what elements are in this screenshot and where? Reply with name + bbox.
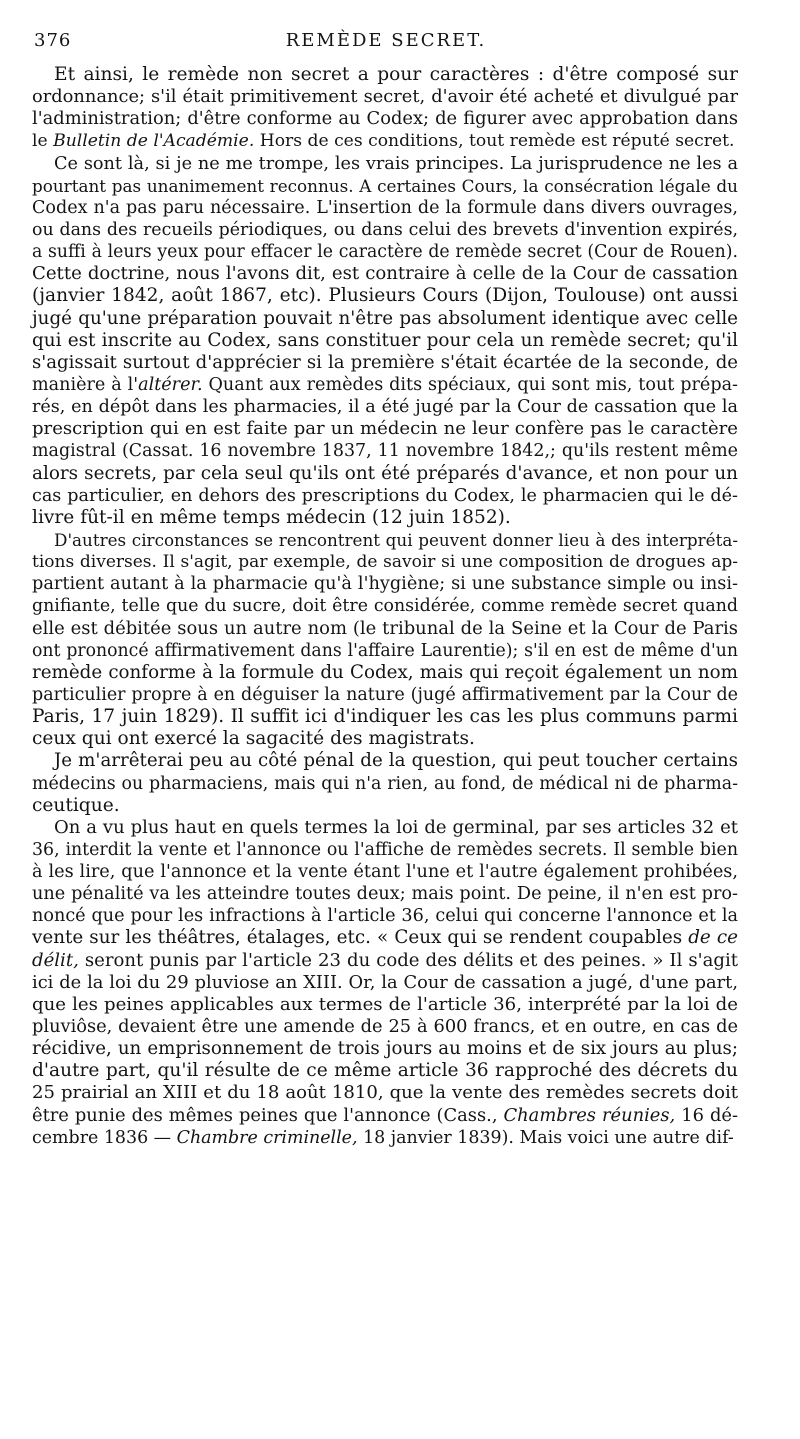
text-line xyxy=(32,64,738,86)
text-segment: Codex n'a pas paru nécessaire. L'insertion de la formule dans divers ouvrages, xyxy=(32,197,738,218)
text-segment: ceutique. xyxy=(32,794,120,816)
text-segment: 25 prairial an XIII et du 18 août 1810, que la vente des remèdes secrets doit xyxy=(32,1082,738,1104)
text-line xyxy=(32,485,738,507)
text-line xyxy=(32,175,738,197)
text-line xyxy=(32,507,738,529)
text-line xyxy=(32,1105,738,1127)
text-segment: cas particulier, en dehors des prescriptions du Codex, le pharmacien qui le dé- xyxy=(32,485,738,506)
italic-segment: de ce xyxy=(688,927,738,949)
text-line xyxy=(32,197,738,219)
text-segment: le xyxy=(32,131,54,152)
text-line xyxy=(32,374,738,396)
text-line xyxy=(32,219,738,241)
italic-segment: Chambre criminelle, xyxy=(176,1127,358,1148)
text-segment: 18 janvier 1839). Mais voici une autre dif- xyxy=(357,1127,734,1148)
text-segment: pourtant pas unanimement reconnus. A certaines Cours, la consécration légale du xyxy=(32,175,738,196)
text-segment: que les peines applicables aux termes de l'article 36, interprété par la loi de xyxy=(32,993,738,1015)
text-line xyxy=(32,308,738,330)
text-line xyxy=(32,795,738,817)
italic-segment: altérer. xyxy=(138,374,203,395)
text-segment: d'autre part, qu'il résulte de ce même article 36 rapproché des décrets du xyxy=(32,1060,738,1082)
text-segment: Quant aux remèdes dits spéciaux, qui sont mis, tout prépa- xyxy=(202,374,738,395)
text-segment: elle est débitée sous un autre nom (le tribunal de la Seine et la Cour de Paris xyxy=(32,617,738,639)
text-segment: être punie des mêmes peines que l'annonce (Cass., xyxy=(32,1104,504,1126)
text-line xyxy=(32,418,738,440)
text-segment: partient autant à la pharmacie qu'à l'hygiène; si une substance simple ou insi- xyxy=(32,574,738,595)
text-line xyxy=(32,817,738,839)
text-segment: (janvier 1842, août 1867, etc). Plusieurs Cours (Dijon, Toulouse) ont aussi xyxy=(32,285,738,307)
text-line xyxy=(32,706,738,728)
text-segment: livre fût-il en même temps médecin (12 juin 1852). xyxy=(32,506,511,528)
text-segment: particulier propre à en déguiser la nature (jugé affirmativement par la Cour de xyxy=(32,684,738,705)
text-line xyxy=(32,618,738,640)
text-line xyxy=(32,1060,738,1082)
text-line xyxy=(32,1082,738,1104)
text-line xyxy=(32,440,738,462)
text-line xyxy=(32,905,738,927)
text-segment: ici de la loi du 29 pluviose an XIII. Or, la Cour de cassation a jugé, d'une part, xyxy=(32,971,738,993)
text-line xyxy=(32,396,738,418)
text-line xyxy=(32,927,738,949)
text-line xyxy=(32,1127,738,1149)
text-line xyxy=(32,728,738,750)
page-number: 376 xyxy=(34,30,72,51)
text-segment: jugé qu'une préparation pouvait n'être pas absolument identique avec celle xyxy=(32,307,738,329)
text-segment: une pénalité va les atteindre toutes deux; mais point. De peine, il n'en est pro- xyxy=(32,884,738,905)
text-segment: ordonnance; s'il était primitivement secret, d'avoir été acheté et divulgué par xyxy=(32,86,738,108)
text-segment: médecins ou pharmaciens, mais qui n'a rien, au fond, de médical ni de pharma- xyxy=(32,773,738,794)
text-segment: qui est inscrite au Codex, sans constituer pour cela un remède secret; qu'il xyxy=(32,329,738,351)
italic-segment: Chambres réunies, xyxy=(503,1104,676,1126)
text-line xyxy=(32,352,738,374)
text-segment: manière à l' xyxy=(32,374,139,395)
text-line xyxy=(32,130,738,152)
text-line xyxy=(32,529,738,551)
italic-segment: délit, xyxy=(32,949,79,971)
text-line xyxy=(32,972,738,994)
text-line xyxy=(32,861,738,883)
text-line xyxy=(32,1016,738,1038)
text-line xyxy=(32,263,738,285)
text-line xyxy=(32,1038,738,1060)
text-segment: seront punis par l'article 23 du code des délits et des peines. » Il s'agit xyxy=(78,949,738,971)
paragraph xyxy=(32,750,738,816)
text-segment: Je m'arrêterai peu au côté pénal de la question, qui peut toucher certains xyxy=(54,750,738,772)
paragraph xyxy=(32,529,738,750)
text-segment: s'agissait surtout d'apprécier si la première s'était écartée de la seconde, de xyxy=(32,351,738,373)
text-segment: 16 dé- xyxy=(675,1104,738,1126)
text-segment: à les lire, que l'annonce et la vente étant l'une et l'autre également prohibées, xyxy=(32,862,738,883)
text-line xyxy=(32,285,738,307)
text-line xyxy=(32,108,738,130)
text-line xyxy=(32,684,738,706)
text-segment: tions diverses. Il s'agit, par exemple, de savoir si une composition de drogues ap- xyxy=(32,552,738,573)
text-line xyxy=(32,551,738,573)
text-segment: Hors de ces conditions, tout remède est réputé secret. xyxy=(254,131,735,152)
text-line xyxy=(32,750,738,772)
text-segment: noncé que pour les infractions à l'article 36, celui qui concerne l'annonce et la xyxy=(32,906,738,927)
text-segment: a suffi à leurs yeux pour effacer le caractère de remède secret (Cour de Rouen). xyxy=(32,242,738,263)
text-segment: pluviôse, devaient être une amende de 25 à 600 francs, et en outre, en cas de xyxy=(32,1016,738,1038)
text-line xyxy=(32,595,738,617)
text-line xyxy=(32,573,738,595)
text-segment: D'autres circonstances se rencontrent qui peuvent donner lieu à des interpréta- xyxy=(54,529,738,550)
text-segment: Cette doctrine, nous l'avons dit, est contraire à celle de la Cour de cassation xyxy=(32,263,738,285)
text-segment: Ce sont là, si je ne me trompe, les vrais principes. La jurisprudence ne les a xyxy=(54,153,738,174)
text-line xyxy=(32,153,738,175)
italic-segment: Bulletin de l'Académie. xyxy=(53,131,255,152)
paragraph xyxy=(32,64,738,153)
text-segment: alors secrets, par cela seul qu'ils ont été préparés d'avance, et non pour un xyxy=(32,462,738,484)
text-segment: Paris, 17 juin 1829). Il suffit ici d'indiquer les cas les plus communs parmi xyxy=(32,706,738,728)
running-title: REMÈDE SECRET. xyxy=(285,30,487,51)
text-line xyxy=(32,241,738,263)
text-line xyxy=(32,883,738,905)
text-segment: rés, en dépôt dans les pharmacies, il a été jugé par la Cour de cassation que la xyxy=(32,397,738,418)
text-segment: On a vu plus haut en quels termes la loi de germinal, par ses articles 32 et xyxy=(54,816,738,838)
text-line xyxy=(32,662,738,684)
text-segment: ceux qui ont exercé la sagacité des magistrats. xyxy=(32,728,475,750)
text-segment: gnifiante, telle que du sucre, doit être considérée, comme remède secret quand xyxy=(32,596,738,617)
text-line xyxy=(32,839,738,861)
text-line xyxy=(32,86,738,108)
text-segment: prescription qui en est faite par un médecin ne leur confère pas le caractère xyxy=(32,418,738,440)
text-line xyxy=(32,773,738,795)
text-segment: 36, interdit la vente et l'annonce ou l'affiche de remèdes secrets. Il semble bien xyxy=(32,839,738,860)
text-segment: récidive, un emprisonnement de trois jours au moins et de six jours au plus; xyxy=(32,1038,738,1060)
text-line xyxy=(32,640,738,662)
paragraph xyxy=(32,153,738,529)
text-line xyxy=(32,950,738,972)
text-segment: magistral (Cassat. 16 novembre 1837, 11 novembre 1842,; qu'ils restent même xyxy=(32,441,738,462)
body-text xyxy=(32,64,738,1149)
text-segment: Et ainsi, le remède non secret a pour caractères : d'être composé sur xyxy=(54,64,738,85)
text-segment: remède conforme à la formule du Codex, mais qui reçoit également un nom xyxy=(32,661,738,683)
text-segment: cembre 1836 — xyxy=(32,1127,177,1148)
text-line xyxy=(32,463,738,485)
text-segment: ont prononcé affirmativement dans l'affaire Laurentie); s'il en est de même d'un xyxy=(32,640,738,661)
text-line xyxy=(32,330,738,352)
text-line xyxy=(32,994,738,1016)
page-header xyxy=(34,30,738,56)
text-segment: vente sur les théâtres, étalages, etc. « Ceux qui se rendent coupables xyxy=(32,927,689,949)
text-segment: l'administration; d'être conforme au Codex; de figurer avec approbation dans xyxy=(32,108,738,130)
paragraph xyxy=(32,817,738,1149)
text-segment: ou dans des recueils périodiques, ou dans celui des brevets d'invention expirés, xyxy=(32,219,738,240)
